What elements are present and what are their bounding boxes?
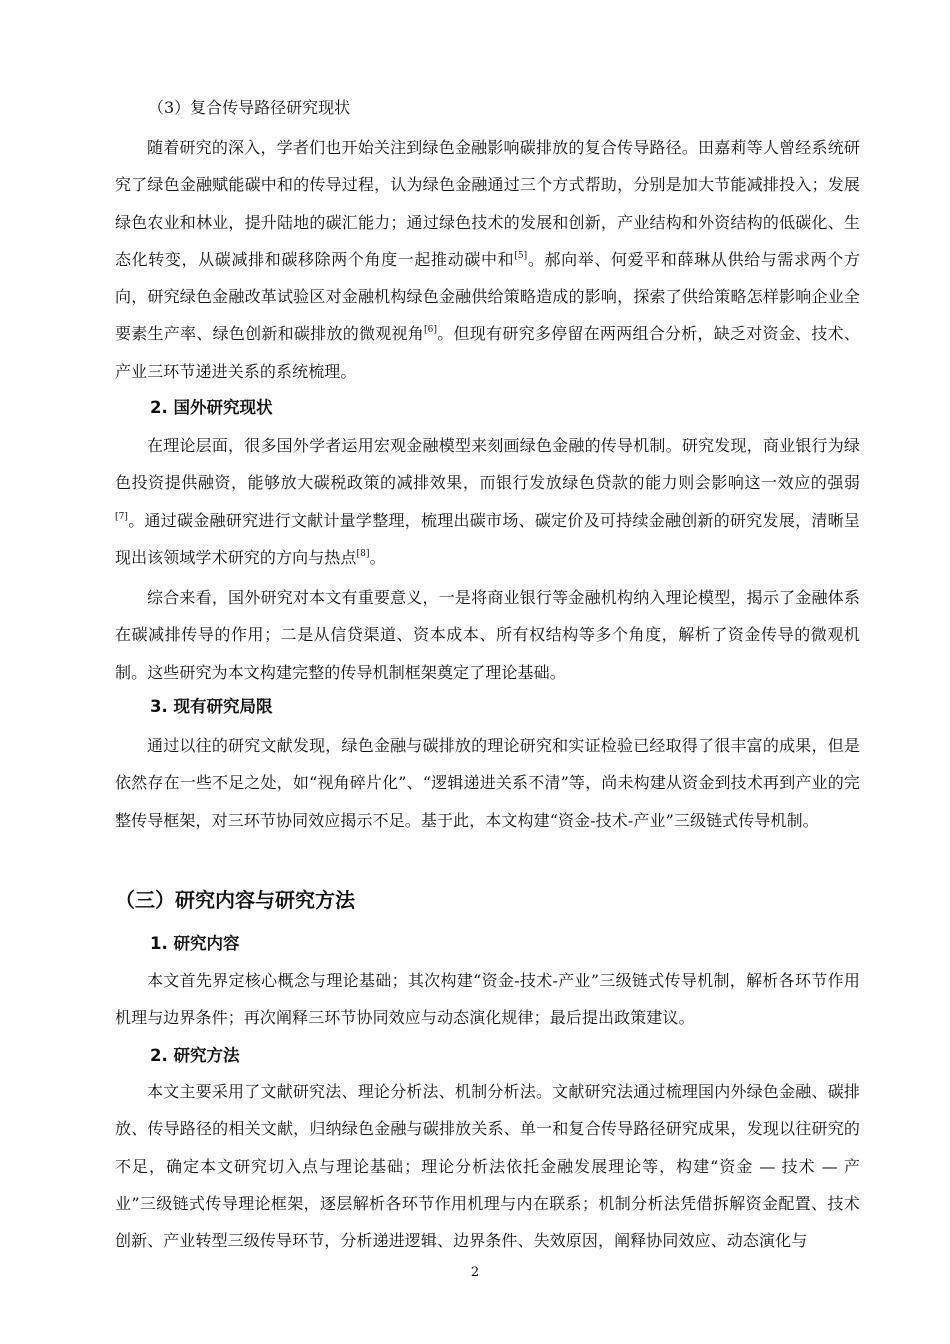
para-text: 随着研究的深入，学者们也开始关注到绿色金融影响碳排放的复合传导路径。田嘉莉等人曾经系统研究了绿色金融赋能碳中和的传导过程，认为绿色金融通过三个方式帮助，分别是加大节能减排投入；发展绿色农业和林业，提升陆地的碳汇能力；通过绿色技术的发展和创新，产业结构和外资结构的低碳化、生态化转变，从碳减排和碳移除两个角度一起推动碳中和: [115, 138, 860, 269]
page-number: 2: [470, 1265, 480, 1280]
citation-ref[interactable]: [8]: [356, 548, 370, 559]
heading-research-method: 2. 研究方法: [150, 1046, 240, 1065]
paragraph-research-content: 本文首先界定核心概念与理论基础；其次构建“资金-技术-产业”三级链式传导机制，解析各环节作用机理与边界条件；再次阐释三环节协同效应与动态演化规律；最后提出政策建议。: [115, 971, 860, 1028]
paragraph-research-method: 本文主要采用了文献研究法、理论分析法、机制分析法。文献研究法通过梳理国内外绿色金融、碳排放、传导路径的相关文献，归纳绿色金融与碳排放关系、单一和复合传导路径研究成果，发现以往研究的不足，确定本文研究切入点与理论基础；理论分析法依托金融发展理论等，构建“资金 — 技术 — 产业”三级链式传导理论框架，逐层解析各环节作用机理与内在联系；机制分析法凭借拆解资金配置、技术创新、产业转型三级传导环节，分析递进逻辑、边界条件、失效原因，阐释协同效应、动态演化与: [115, 1082, 860, 1251]
heading-research-limits: 3. 现有研究局限: [150, 697, 273, 716]
paragraph-foreign-summary: 综合来看，国外研究对本文有重要意义，一是将商业银行等金融机构纳入理论模型，揭示了金融体系在碳减排传导的作用；二是从信贷渠道、资本成本、所有权结构等多个角度，解析了资金传导的微观机制。这些研究为本文构建完整的传导机制框架奠定了理论基础。: [115, 588, 860, 682]
heading-composite-path: （3）复合传导路径研究现状: [148, 98, 351, 117]
para-text: 。: [369, 547, 386, 567]
para-text: 。郝向举、何爱平和薛琳从供给与需求两个方向，研究绿色金融改革试验区对金融机构绿色金融供给策略造成的影响，探索了供给策略怎样影响企业全要素生产率、绿色创新和碳排放的微观视角: [115, 249, 860, 344]
section-heading: （三）研究内容与研究方法: [115, 888, 355, 912]
citation-ref[interactable]: [5]: [514, 250, 528, 261]
paragraph-foreign-theory: [115, 427, 860, 576]
heading-foreign-research: 2. 国外研究现状: [150, 398, 273, 417]
para-text: 。通过碳金融研究进行文献计量学整理，梳理出碳市场、碳定价及可持续金融创新的研究发展，清晰呈现出该领域学术研究的方向与热点: [115, 510, 860, 567]
heading-research-content: 1. 研究内容: [150, 934, 240, 953]
para-text: 在理论层面，很多国外学者运用宏观金融模型来刻画绿色金融的传导机制。研究发现，商业银行为绿色投资提供融资，能够放大碳税政策的减排效果，而银行发放绿色贷款的能力则会影响这一效应的强弱: [115, 436, 860, 493]
citation-ref[interactable]: [6]: [424, 325, 438, 336]
para-text: 。但现有研究多停留在两两组合分析，缺乏对资金、技术、产业三环节递进关系的系统梳理。: [115, 324, 860, 381]
paragraph-composite-path: [115, 129, 860, 390]
paragraph-research-limits: 通过以往的研究文献发现，绿色金融与碳排放的理论研究和实证检验已经取得了很丰富的成果，但是依然存在一些不足之处，如“视角碎片化”、“逻辑递进关系不清”等，尚未构建从资金到技术再到产业的完整传导框架，对三环节协同效应揭示不足。基于此，本文构建“资金-技术-产业”三级链式传导机制。: [115, 736, 860, 830]
citation-ref[interactable]: [7]: [115, 511, 129, 522]
